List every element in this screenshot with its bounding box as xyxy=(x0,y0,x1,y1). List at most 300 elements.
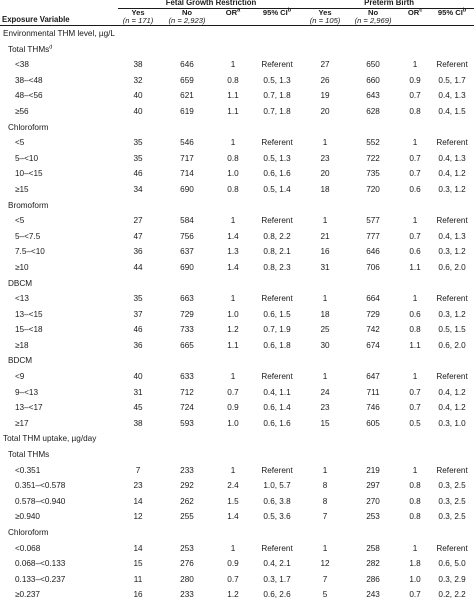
cell-fgr-yes: 35 xyxy=(133,294,143,304)
row-label xyxy=(0,244,118,260)
cell-pb-ci: 0.4, 1.2 xyxy=(438,387,466,397)
cell-pb-yes: 27 xyxy=(320,60,330,70)
cell-fgr-or: 2.4 xyxy=(227,481,239,491)
row-label xyxy=(0,26,474,42)
cell-pb-no: 746 xyxy=(366,403,380,413)
table-row xyxy=(0,478,474,494)
table-row xyxy=(0,416,474,432)
cell-fgr-ci: Referent xyxy=(261,543,293,553)
cell-fgr-ci: Referent xyxy=(261,216,293,226)
row-label xyxy=(0,525,474,541)
cell-fgr-yes: 40 xyxy=(133,91,143,101)
cell-pb-ci: 0.3, 1.2 xyxy=(438,247,466,257)
cell-pb-or: 0.8 xyxy=(409,481,421,491)
cell-fgr-or: 1 xyxy=(230,294,236,304)
cell-fgr-ci: Referent xyxy=(261,465,293,475)
cell-pb-ci: Referent xyxy=(436,372,468,382)
row-label xyxy=(0,307,118,323)
cell-pb-yes: 24 xyxy=(320,387,330,397)
cell-fgr-ci: 0.6, 1.4 xyxy=(263,403,291,413)
row-label-text: 0.068–<0.133 xyxy=(15,559,66,569)
cell-fgr-no: 233 xyxy=(180,465,194,475)
cell-pb-yes: 23 xyxy=(320,403,330,413)
row-label xyxy=(0,572,118,588)
row-label xyxy=(0,88,118,104)
row-label xyxy=(0,166,118,182)
cell-fgr-ci: 0.8, 2.1 xyxy=(263,247,291,257)
row-label-text: Chloroform xyxy=(8,122,49,132)
cell-fgr-no: 593 xyxy=(180,418,194,428)
cell-fgr-no: 729 xyxy=(180,309,194,319)
cell-fgr-yes: 46 xyxy=(133,325,143,335)
cell-pb-yes: 7 xyxy=(322,574,328,584)
cell-fgr-yes: 27 xyxy=(133,216,143,226)
cell-fgr-no: 233 xyxy=(180,590,194,600)
cell-fgr-yes: 46 xyxy=(133,169,143,179)
cell-pb-yes: 1 xyxy=(322,294,328,304)
row-label xyxy=(0,42,474,58)
cell-pb-no: 711 xyxy=(366,387,380,397)
row-label-text: 38–<48 xyxy=(15,75,43,85)
cell-pb-no: 674 xyxy=(366,340,380,350)
fgr-no-header: No (n = 2,923) xyxy=(168,8,206,25)
cell-pb-or: 0.9 xyxy=(409,75,421,85)
cell-pb-or: 1 xyxy=(412,543,418,553)
row-label xyxy=(0,213,118,229)
cell-fgr-no: 633 xyxy=(180,372,194,382)
row-label xyxy=(0,478,118,494)
cell-fgr-ci: 0.4, 2.1 xyxy=(263,559,291,569)
fgr-group-header: Fetal Growth Restriction xyxy=(118,0,304,9)
cell-pb-no: 643 xyxy=(366,91,380,101)
cell-fgr-or: 1.1 xyxy=(227,106,239,116)
cell-fgr-ci: 0.7, 1.8 xyxy=(263,91,291,101)
row-label-text: Chloroform xyxy=(8,528,49,537)
cell-fgr-ci: 1.0, 5.7 xyxy=(263,481,291,491)
cell-pb-yes: 26 xyxy=(320,75,330,85)
table-row xyxy=(0,556,474,572)
cell-fgr-or: 1.4 xyxy=(227,262,239,272)
row-label xyxy=(0,587,118,603)
table-row xyxy=(0,463,474,479)
cell-pb-yes: 20 xyxy=(320,169,330,179)
row-label-text: <9 xyxy=(15,372,25,382)
cell-fgr-or: 1.2 xyxy=(227,325,239,335)
cell-fgr-no: 546 xyxy=(180,138,194,148)
cell-pb-or: 0.7 xyxy=(409,153,421,163)
cell-pb-no: 605 xyxy=(366,418,380,428)
cell-pb-ci: 0.4, 1.2 xyxy=(438,403,466,413)
cell-fgr-or: 0.8 xyxy=(227,184,239,194)
table-row xyxy=(0,509,474,525)
cell-fgr-or: 1 xyxy=(230,216,236,226)
table-row xyxy=(0,244,474,260)
cell-pb-ci: 0.3, 1.0 xyxy=(438,418,466,428)
row-label-text: Total THM uptake, µg/day xyxy=(3,434,97,444)
cell-pb-no: 735 xyxy=(366,169,380,179)
row-label xyxy=(0,509,118,525)
cell-pb-or: 1 xyxy=(412,138,418,148)
pb-or-header: $OR^c$ xyxy=(407,7,423,17)
row-label-text: 15–<18 xyxy=(15,325,43,335)
cell-fgr-ci: Referent xyxy=(261,372,293,382)
cell-fgr-yes: 31 xyxy=(133,387,143,397)
row-label-text: <0.351 xyxy=(15,465,41,475)
row-label-text: 0.578–<0.940 xyxy=(15,496,66,506)
cell-pb-yes: 16 xyxy=(320,247,330,257)
row-label xyxy=(0,198,474,214)
table-row xyxy=(0,151,474,167)
cell-fgr-ci: 0.8, 2.3 xyxy=(263,262,291,272)
table-section-row xyxy=(0,198,474,214)
row-label-text: ≥0.237 xyxy=(15,590,40,600)
table-row xyxy=(0,73,474,89)
cell-fgr-no: 262 xyxy=(180,496,194,506)
cell-fgr-ci: Referent xyxy=(261,138,293,148)
cell-fgr-or: 1.5 xyxy=(227,496,239,506)
cell-fgr-ci: 0.6, 2.6 xyxy=(263,590,291,600)
cell-fgr-or: 0.9 xyxy=(227,559,239,569)
cell-fgr-no: 646 xyxy=(180,60,194,70)
row-label-text: <38 xyxy=(15,60,29,70)
cell-fgr-or: 1 xyxy=(230,543,236,553)
table-row xyxy=(0,385,474,401)
table-section-row xyxy=(0,26,474,42)
table-row xyxy=(0,166,474,182)
cell-fgr-yes: 37 xyxy=(133,309,143,319)
fgr-yes-header: Yes (n = 171) xyxy=(122,8,154,25)
cell-fgr-ci: 0.7, 1.8 xyxy=(263,106,291,116)
cell-pb-or: 0.7 xyxy=(409,403,421,413)
cell-fgr-or: 0.7 xyxy=(227,574,239,584)
table-row xyxy=(0,338,474,354)
cell-fgr-or: 1.3 xyxy=(227,247,239,257)
cell-fgr-yes: 15 xyxy=(133,559,143,569)
table-row xyxy=(0,494,474,510)
cell-pb-or: 0.5 xyxy=(409,418,421,428)
footnote-marker: d xyxy=(49,43,53,50)
cell-pb-ci: Referent xyxy=(436,138,468,148)
cell-fgr-ci: 0.6, 1.6 xyxy=(263,418,291,428)
cell-fgr-ci: 0.7, 1.9 xyxy=(263,325,291,335)
cell-pb-yes: 25 xyxy=(320,325,330,335)
cell-fgr-ci: 0.6, 3.8 xyxy=(263,496,291,506)
cell-pb-no: 552 xyxy=(366,138,380,148)
table-row xyxy=(0,400,474,416)
cell-fgr-yes: 45 xyxy=(133,403,143,413)
cell-pb-or: 1.1 xyxy=(409,340,421,350)
row-label xyxy=(0,151,118,167)
cell-pb-no: 720 xyxy=(366,184,380,194)
row-label-text: 0.351–<0.578 xyxy=(15,481,66,491)
cell-pb-ci: Referent xyxy=(436,465,468,475)
row-label xyxy=(0,494,118,510)
cell-pb-or: 0.8 xyxy=(409,106,421,116)
row-label-text: 0.133–<0.237 xyxy=(15,574,66,584)
cell-pb-or: 0.7 xyxy=(409,91,421,101)
row-label xyxy=(0,369,118,385)
cell-pb-no: 282 xyxy=(366,559,380,569)
row-label xyxy=(0,135,118,151)
row-label-text: Total THMs xyxy=(8,450,50,460)
cell-pb-or: 1 xyxy=(412,372,418,382)
cell-pb-ci: 0.3, 2.9 xyxy=(438,574,466,584)
cell-pb-or: 1 xyxy=(412,216,418,226)
cell-fgr-no: 621 xyxy=(180,91,194,101)
row-label-text: Total THMs xyxy=(8,44,50,54)
row-label-text: ≥17 xyxy=(15,418,29,428)
table-row xyxy=(0,572,474,588)
table-row xyxy=(0,182,474,198)
cell-pb-ci: Referent xyxy=(436,543,468,553)
row-label-text: <5 xyxy=(15,138,25,148)
cell-pb-yes: 1 xyxy=(322,465,328,475)
cell-pb-or: 1 xyxy=(412,294,418,304)
cell-fgr-ci: 0.3, 1.7 xyxy=(263,574,291,584)
row-label xyxy=(0,182,118,198)
cell-pb-no: 729 xyxy=(366,309,380,319)
row-label-text: Environmental THM level, µg/L xyxy=(3,29,115,38)
cell-pb-ci: 0.5, 1.5 xyxy=(438,325,466,335)
cell-fgr-yes: 12 xyxy=(133,512,143,522)
cell-fgr-no: 280 xyxy=(180,574,194,584)
table-row xyxy=(0,213,474,229)
table-row xyxy=(0,291,474,307)
cell-pb-yes: 12 xyxy=(320,559,330,569)
cell-pb-ci: 0.2, 2.2 xyxy=(438,590,466,600)
cell-pb-yes: 20 xyxy=(320,106,330,116)
row-label xyxy=(0,73,118,89)
cell-pb-ci: 0.6, 5.0 xyxy=(438,559,466,569)
row-label xyxy=(0,385,118,401)
cell-fgr-or: 0.8 xyxy=(227,153,239,163)
cell-fgr-ci: Referent xyxy=(261,60,293,70)
cell-fgr-yes: 44 xyxy=(133,262,143,272)
cell-fgr-or: 1 xyxy=(230,372,236,382)
cell-fgr-no: 619 xyxy=(180,106,194,116)
cell-fgr-ci: 0.6, 1.8 xyxy=(263,340,291,350)
fgr-or-header: $OR^a$ xyxy=(225,7,241,17)
cell-fgr-no: 253 xyxy=(180,543,194,553)
cell-fgr-no: 733 xyxy=(180,325,194,335)
cell-pb-no: 270 xyxy=(366,496,380,506)
cell-pb-yes: 5 xyxy=(322,590,328,600)
cell-pb-yes: 7 xyxy=(322,512,328,522)
table-row xyxy=(0,135,474,151)
cell-fgr-yes: 23 xyxy=(133,481,143,491)
table-section-row xyxy=(0,42,474,58)
cell-fgr-yes: 35 xyxy=(133,153,143,163)
row-label xyxy=(0,260,118,276)
row-label xyxy=(0,353,474,369)
table-section-row xyxy=(0,447,474,463)
table-row xyxy=(0,541,474,557)
row-label xyxy=(0,463,118,479)
cell-pb-ci: 0.4, 1.2 xyxy=(438,169,466,179)
table-row xyxy=(0,369,474,385)
row-label-text: 7.5–<10 xyxy=(15,247,45,257)
table-section-row xyxy=(0,276,474,292)
table-row xyxy=(0,587,474,603)
cell-pb-no: 219 xyxy=(366,465,380,475)
table-section-row xyxy=(0,525,474,541)
row-label-text: Bromoform xyxy=(8,200,49,210)
pb-yes-header: Yes (n = 105) xyxy=(309,8,341,25)
cell-fgr-ci: 0.6, 1.6 xyxy=(263,169,291,179)
cell-pb-yes: 8 xyxy=(322,481,328,491)
cell-pb-ci: 0.3, 1.2 xyxy=(438,184,466,194)
cell-pb-no: 664 xyxy=(366,294,380,304)
cell-fgr-or: 1.1 xyxy=(227,91,239,101)
cell-pb-no: 742 xyxy=(366,325,380,335)
row-label-text: ≥15 xyxy=(15,184,29,194)
cell-fgr-no: 714 xyxy=(180,169,194,179)
cell-fgr-yes: 40 xyxy=(133,106,143,116)
cell-pb-no: 706 xyxy=(366,262,380,272)
cell-fgr-no: 712 xyxy=(180,387,194,397)
cell-pb-no: 647 xyxy=(366,372,380,382)
cell-pb-ci: 0.3, 2.5 xyxy=(438,481,466,491)
cell-pb-no: 777 xyxy=(366,231,380,241)
cell-fgr-yes: 7 xyxy=(135,465,141,475)
cell-pb-yes: 18 xyxy=(320,184,330,194)
cell-fgr-yes: 14 xyxy=(133,496,143,506)
cell-pb-no: 646 xyxy=(366,247,380,257)
cell-pb-no: 650 xyxy=(366,60,380,70)
cell-pb-no: 286 xyxy=(366,574,380,584)
cell-fgr-or: 1.4 xyxy=(227,512,239,522)
cell-fgr-no: 584 xyxy=(180,216,194,226)
cell-pb-ci: 0.3, 1.2 xyxy=(438,309,466,319)
row-label xyxy=(0,447,474,463)
cell-fgr-ci: 0.5, 3.6 xyxy=(263,512,291,522)
cell-pb-no: 628 xyxy=(366,106,380,116)
row-label xyxy=(0,120,474,136)
row-label xyxy=(0,276,474,292)
cell-pb-no: 258 xyxy=(366,543,380,553)
cell-pb-no: 253 xyxy=(366,512,380,522)
cell-fgr-no: 659 xyxy=(180,75,194,85)
cell-fgr-yes: 47 xyxy=(133,231,143,241)
cell-fgr-or: 1.1 xyxy=(227,340,239,350)
cell-pb-ci: 0.4, 1.3 xyxy=(438,91,466,101)
cell-pb-yes: 18 xyxy=(320,309,330,319)
cell-pb-no: 577 xyxy=(366,216,380,226)
row-label-text: <13 xyxy=(15,294,29,304)
cell-pb-ci: 0.4, 1.3 xyxy=(438,153,466,163)
row-label-text: ≥0.940 xyxy=(15,512,40,522)
cell-fgr-yes: 36 xyxy=(133,247,143,257)
row-label-text: ≥18 xyxy=(15,340,29,350)
cell-pb-yes: 21 xyxy=(320,231,330,241)
cell-pb-or: 0.8 xyxy=(409,512,421,522)
cell-pb-no: 660 xyxy=(366,75,380,85)
row-label xyxy=(0,556,118,572)
cell-pb-yes: 8 xyxy=(322,496,328,506)
table-section-row xyxy=(0,120,474,136)
cell-fgr-yes: 38 xyxy=(133,418,143,428)
cell-fgr-no: 292 xyxy=(180,481,194,491)
row-label-text: 10–<15 xyxy=(15,169,43,179)
cell-pb-yes: 23 xyxy=(320,153,330,163)
table-row xyxy=(0,104,474,120)
row-label-text: 5–<10 xyxy=(15,153,38,163)
cell-fgr-no: 690 xyxy=(180,262,194,272)
row-label-text: <0.068 xyxy=(15,543,41,553)
cell-pb-ci: 0.4, 1.5 xyxy=(438,106,466,116)
row-label-text: 5–<7.5 xyxy=(15,231,41,241)
cell-pb-ci: 0.3, 2.5 xyxy=(438,496,466,506)
row-label-text: 13–<15 xyxy=(15,309,43,319)
cell-pb-ci: 0.6, 2.0 xyxy=(438,340,466,350)
cell-pb-ci: Referent xyxy=(436,60,468,70)
row-label xyxy=(0,57,118,73)
cell-fgr-or: 1 xyxy=(230,138,236,148)
row-label xyxy=(0,400,118,416)
row-label-text: DBCM xyxy=(8,278,33,288)
cell-fgr-no: 724 xyxy=(180,403,194,413)
cell-pb-no: 243 xyxy=(366,590,380,600)
cell-fgr-ci: Referent xyxy=(261,294,293,304)
table-body xyxy=(0,26,474,603)
row-label-text: BDCM xyxy=(8,356,33,366)
cell-fgr-yes: 38 xyxy=(133,60,143,70)
cell-fgr-no: 717 xyxy=(180,153,194,163)
cell-pb-or: 1.0 xyxy=(409,574,421,584)
cell-fgr-yes: 40 xyxy=(133,372,143,382)
table-row xyxy=(0,322,474,338)
cell-fgr-yes: 16 xyxy=(133,590,143,600)
cell-fgr-or: 1.0 xyxy=(227,309,239,319)
cell-fgr-ci: 0.8, 2.2 xyxy=(263,231,291,241)
pb-group-header: Preterm Birth xyxy=(304,0,474,9)
cell-fgr-no: 255 xyxy=(180,512,194,522)
cell-pb-yes: 15 xyxy=(320,418,330,428)
cell-fgr-or: 0.9 xyxy=(227,403,239,413)
cell-pb-ci: 0.5, 1.7 xyxy=(438,75,466,85)
cell-pb-or: 1.1 xyxy=(409,262,421,272)
cell-fgr-or: 1.2 xyxy=(227,590,239,600)
cell-fgr-no: 756 xyxy=(180,231,194,241)
table-section-row xyxy=(0,353,474,369)
cell-fgr-no: 663 xyxy=(180,294,194,304)
cell-pb-or: 0.8 xyxy=(409,496,421,506)
cell-fgr-no: 276 xyxy=(180,559,194,569)
table-section-row xyxy=(0,431,474,447)
cell-fgr-no: 665 xyxy=(180,340,194,350)
cell-fgr-ci: 0.5, 1.3 xyxy=(263,75,291,85)
pb-ci-header: 95% $CI^b$ xyxy=(437,7,467,17)
cell-pb-ci: 0.3, 2.5 xyxy=(438,512,466,522)
cell-pb-no: 722 xyxy=(366,153,380,163)
cell-fgr-ci: 0.5, 1.3 xyxy=(263,153,291,163)
cell-pb-yes: 19 xyxy=(320,91,330,101)
cell-fgr-or: 1 xyxy=(230,465,236,475)
cell-pb-or: 0.7 xyxy=(409,590,421,600)
cell-fgr-yes: 36 xyxy=(133,340,143,350)
row-label xyxy=(0,338,118,354)
cell-fgr-ci: 0.6, 1.5 xyxy=(263,309,291,319)
table-row xyxy=(0,57,474,73)
cell-pb-or: 1 xyxy=(412,465,418,475)
exposure-variable-header: Exposure Variable xyxy=(2,15,70,24)
cell-fgr-yes: 34 xyxy=(133,184,143,194)
cell-fgr-ci: 0.5, 1.4 xyxy=(263,184,291,194)
row-label xyxy=(0,104,118,120)
cell-pb-yes: 1 xyxy=(322,138,328,148)
pb-no-header: No (n = 2,969) xyxy=(354,8,392,25)
cell-pb-yes: 31 xyxy=(320,262,330,272)
